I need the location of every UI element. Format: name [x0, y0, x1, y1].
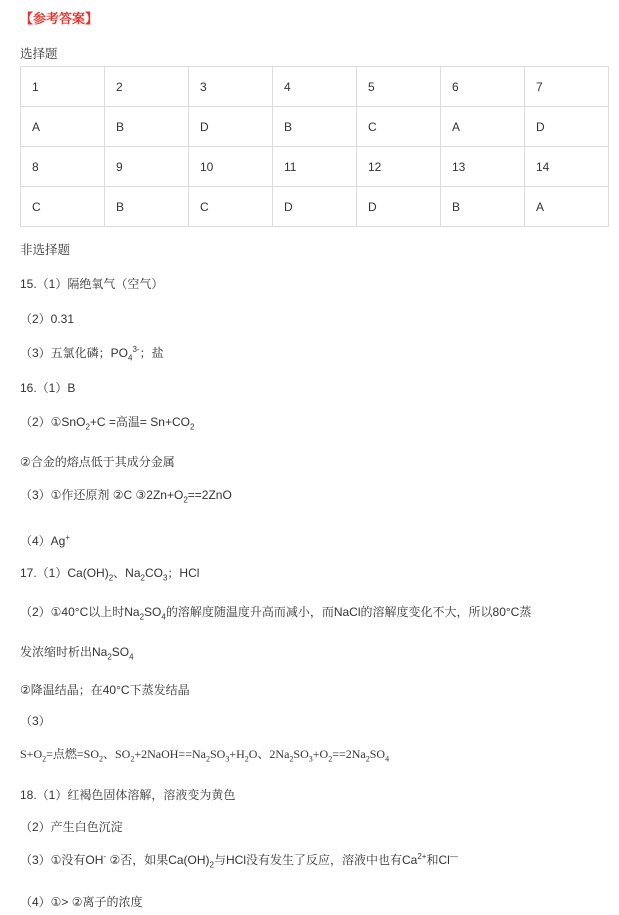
mcq-answer-table: [20, 66, 609, 227]
table-cell: 13: [441, 147, 525, 187]
q15-part2: （2）0.31: [20, 312, 75, 326]
table-cell: B: [105, 187, 189, 227]
table-cell: D: [189, 107, 273, 147]
table-cell: D: [273, 187, 357, 227]
table-cell: C: [357, 107, 441, 147]
table-cell: B: [441, 187, 525, 227]
q17-part3: （3）: [20, 714, 51, 728]
mcq-section-title: 选择题: [20, 47, 58, 61]
q18-part3: （3）①没有OH- ②否，如果$Ca(OH)_2$与HCl没有发生了反应，溶液中也有$Ca^{2+}$和Cl—: [20, 852, 458, 870]
q17-part2-2: ②降温结晶；在40°C下蒸发结晶: [20, 683, 190, 697]
q18-part4: （4）①> ②离子的浓度: [20, 895, 143, 909]
table-cell: 9: [105, 147, 189, 187]
table-cell: D: [525, 107, 609, 147]
q17-part2-cont: 发浓缩时析出$Na_2SO_4$: [20, 645, 134, 662]
table-cell: 10: [189, 147, 273, 187]
table-row: [21, 67, 609, 107]
nonmcq-section-title: 非选择题: [20, 243, 71, 257]
q18-part1: 18.（1）红褐色固体溶解，溶液变为黄色: [20, 788, 236, 802]
table-cell: 12: [357, 147, 441, 187]
q17-part3-equations: $S+O_2=$点燃$=SO_2$、$SO_2+2NaOH==Na_2SO_3+H_2O$、$2Na_2SO_3+O_2==2Na_2SO_4$: [20, 747, 390, 764]
table-cell: A: [525, 187, 609, 227]
table-cell: C: [21, 187, 105, 227]
table-cell: 7: [525, 67, 609, 107]
q15-part3: （3）五氯化磷；$PO_4^{3-}$；盐: [20, 345, 164, 363]
table-cell: B: [273, 107, 357, 147]
table-cell: 2: [105, 67, 189, 107]
table-cell: B: [105, 107, 189, 147]
table-cell: A: [21, 107, 105, 147]
answer-header: 【参考答案】: [20, 11, 99, 26]
table-cell: 6: [441, 67, 525, 107]
q15-part1: 15.（1）隔绝氧气（空气）: [20, 277, 164, 291]
table-row: [21, 187, 609, 227]
table-row: [21, 107, 609, 147]
table-cell: 11: [273, 147, 357, 187]
table-cell: 8: [21, 147, 105, 187]
table-cell: A: [441, 107, 525, 147]
table-cell: 4: [273, 67, 357, 107]
q18-part2: （2）产生白色沉淀: [20, 820, 123, 834]
q16-part4: （4）Ag+: [20, 533, 71, 548]
table-cell: C: [189, 187, 273, 227]
table-cell: 1: [21, 67, 105, 107]
table-cell: 14: [525, 147, 609, 187]
table-cell: 3: [189, 67, 273, 107]
q17-part1: $17.(1)Ca(OH)_2$、$Na_2CO_3$；HCl: [20, 566, 200, 583]
q17-part2: （2）①40°C以上时$Na_2SO_4$的溶解度随温度升高而减小，而NaCl的溶解度变化不大，所以80°C蒸: [20, 605, 532, 622]
q16-part2-2: ②合金的熔点低于其成分金属: [20, 455, 175, 469]
table-cell: D: [357, 187, 441, 227]
table-cell: 5: [357, 67, 441, 107]
table-row: [21, 147, 609, 187]
q16-part3: （3）①作还原剂 ②C $③2Zn+O_2==2ZnO$: [20, 488, 232, 505]
q16-part1: 16.（1）B: [20, 381, 76, 395]
q16-part2: （2）①SnO$_2$+C =高温= $Sn+CO_2$: [20, 415, 195, 432]
